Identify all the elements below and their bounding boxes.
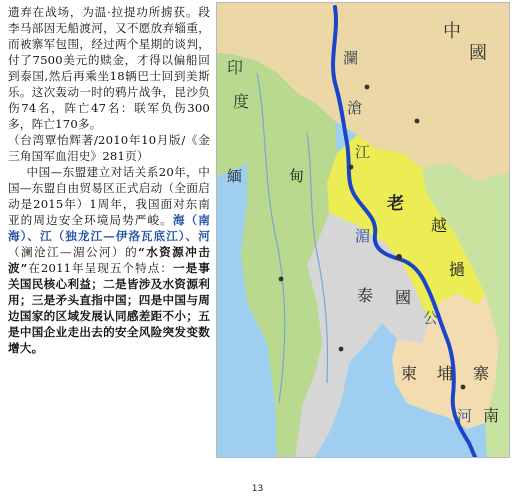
- city-marker-west: [279, 277, 284, 282]
- mekong-region-map: [216, 2, 510, 458]
- paragraph-1: 遗弃在战场，为温·拉提功所掳获。段李马部因无船渡河，又不愿放弃辎重，而被寨军包围，经过两个星期的谈判，付了7500美元的赎金，才得以偏船回到泰国,然后再乘坐18辆巴士回到美斯乐。这次轰动一时的鸦片战争，昆沙负伤74名，阵亡47名：联军负伤300多，阵亡170多。: [8, 5, 210, 131]
- label-lancang-2: 滄: [347, 99, 363, 117]
- label-china-2: 國: [469, 43, 487, 64]
- label-thailand-1: 泰: [357, 286, 374, 305]
- river-term-he: 河: [198, 229, 210, 243]
- label-vietnam-south: 南: [483, 406, 500, 425]
- label-laos: 老: [387, 194, 404, 214]
- label-lancang-1: 瀾: [343, 49, 359, 67]
- city-marker-phnompenh: [461, 385, 466, 390]
- city-marker-kunming: [415, 119, 420, 124]
- label-thailand-2: 國: [395, 288, 412, 307]
- label-burma-1: 緬: [227, 167, 243, 185]
- label-vietnam-2: 撾: [449, 260, 466, 279]
- label-cambodia-3: 寨: [473, 364, 490, 383]
- river-term-he-desc: （澜沧江—湄公河）的: [8, 245, 139, 259]
- page-number: 13: [251, 484, 264, 494]
- label-burma-2: 甸: [289, 167, 305, 185]
- para2-prefix: 中国—东盟建立对话关系20年，中国—东盟自由贸易区正式启动（全面启动是2015年）1周年，我国面对东南亚的周边安全环境局势严峻。: [8, 165, 210, 227]
- label-mekong-3: 河: [457, 407, 473, 425]
- city-marker-bangkok: [339, 347, 344, 352]
- city-marker-mid: [349, 165, 354, 170]
- label-lancang-3: 江: [355, 143, 371, 161]
- label-india-1: 印: [227, 58, 244, 77]
- label-cambodia-1: 柬: [401, 364, 418, 383]
- city-marker-north: [365, 85, 370, 90]
- label-mekong-1: 湄: [355, 227, 371, 245]
- label-cambodia-2: 埔: [437, 364, 454, 383]
- water-shock-quote: “水资源冲击波”: [8, 245, 210, 275]
- label-vietnam-1: 越: [431, 216, 448, 235]
- paragraph-2: [8, 164, 210, 356]
- river-term-sea: 海（南海）、: [8, 213, 210, 243]
- city-marker-vientiane: [396, 254, 402, 260]
- river-term-jiang: 江（独龙江—伊洛瓦底江）、: [40, 229, 199, 243]
- article-text: [8, 4, 210, 356]
- para2-middle: 在2011年呈现五个特点：: [27, 261, 173, 275]
- citation: （台湾覃怡辉著/2010年10月版/《金三角国军血泪史》281页）: [8, 133, 210, 163]
- label-india-2: 度: [233, 92, 250, 111]
- five-points: 一是事关国民核心利益；二是皆涉及水资源利用；三是矛头直指中国；四是中国与周边国家的区域发展认同感差距不小；五是中国企业走出去的安全风险突发变数增大。: [8, 261, 210, 355]
- label-china-1: 中: [443, 21, 461, 42]
- label-mekong-2: 公: [423, 309, 439, 327]
